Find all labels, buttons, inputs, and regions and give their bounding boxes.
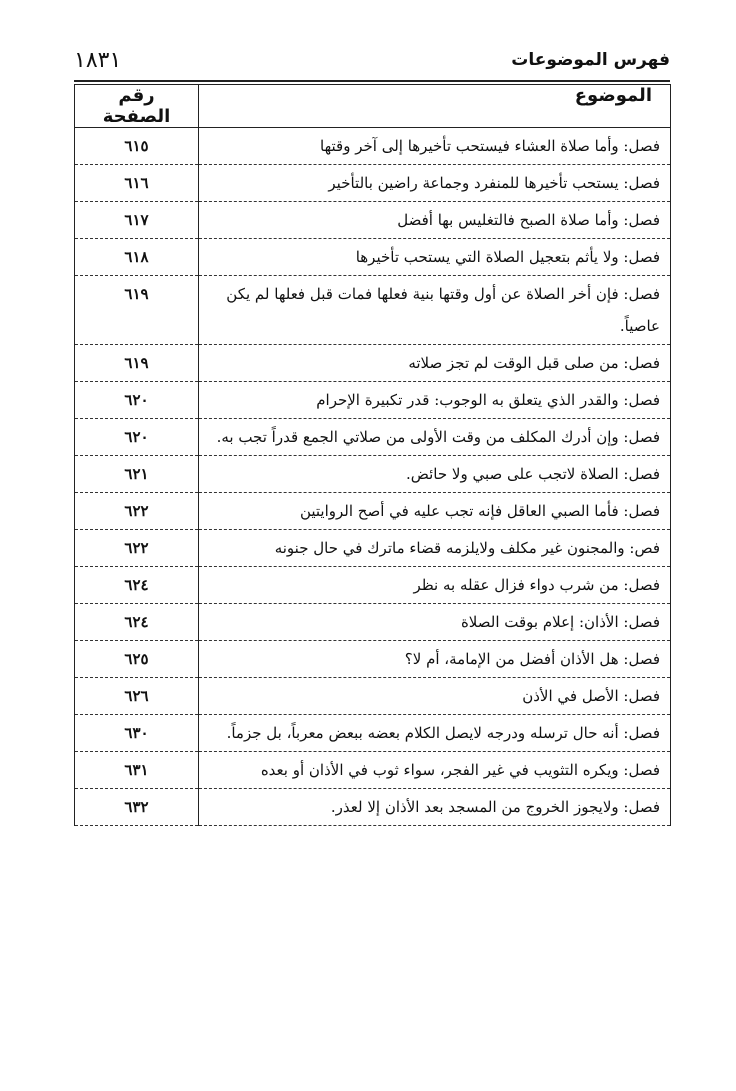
header-rule [74, 80, 670, 82]
table-row [75, 128, 671, 165]
topic-cell: فصل: وأما صلاة العشاء فيستحب تأخيرها إلى آخر وقتها [199, 128, 671, 165]
topic-cell: فصل: الأذان: إعلام بوقت الصلاة [199, 604, 671, 641]
topic-cell: فصل: والقدر الذي يتعلق به الوجوب: قدر تكبيرة الإحرام [199, 382, 671, 419]
page-cell: ٦٢٤ [75, 604, 199, 641]
table-row [75, 165, 671, 202]
page-cell: ٦١٥ [75, 128, 199, 165]
table-row [75, 678, 671, 715]
topic-column-header: الموضوع [199, 85, 671, 128]
page-cell: ٦٢٢ [75, 493, 199, 530]
topic-cell: فصل: من صلى قبل الوقت لم تجز صلاته [199, 345, 671, 382]
toc-header-row [75, 85, 671, 128]
toc-table [74, 84, 671, 826]
page-cell: ٦٢١ [75, 456, 199, 493]
page-cell: ٦١٨ [75, 239, 199, 276]
topic-cell: فصل: فإن أخر الصلاة عن أول وقتها بنية فعلها فمات قبل فعلها لم يكن عاصياً. [199, 276, 671, 345]
topic-cell: فصل: ولايجوز الخروج من المسجد بعد الأذان إلا لعذر. [199, 789, 671, 826]
page-cell: ٦٣١ [75, 752, 199, 789]
page-cell: ٦٢٠ [75, 382, 199, 419]
page-cell: ٦٢٥ [75, 641, 199, 678]
page-cell: ٦٢٦ [75, 678, 199, 715]
table-row [75, 419, 671, 456]
table-row [75, 641, 671, 678]
topic-cell: فصل: ويكره التثويب في غير الفجر، سواء ثوب في الأذان أو بعده [199, 752, 671, 789]
page-cell: ٦١٦ [75, 165, 199, 202]
page-header [74, 40, 670, 80]
topic-cell: فصل: الصلاة لاتجب على صبي ولا حائض. [199, 456, 671, 493]
topic-cell: فصل: هل الأذان أفضل من الإمامة، أم لا؟ [199, 641, 671, 678]
table-row [75, 456, 671, 493]
table-row [75, 567, 671, 604]
table-row [75, 345, 671, 382]
table-row [75, 239, 671, 276]
page-cell: ٦١٩ [75, 276, 199, 345]
page-cell: ٦٣٠ [75, 715, 199, 752]
table-row [75, 530, 671, 567]
toc-body [75, 128, 671, 826]
topic-cell: فصل: وإن أدرك المكلف من وقت الأولى من صلاتي الجمع قدراً تجب به. [199, 419, 671, 456]
topic-cell: فصل: وأما صلاة الصبح فالتغليس بها أفضل [199, 202, 671, 239]
topic-cell: فصل: من شرب دواء فزال عقله به نظر [199, 567, 671, 604]
topic-cell: فصل: يستحب تأخيرها للمنفرد وجماعة راضين بالتأخير [199, 165, 671, 202]
page-column-header: رقم الصفحة [75, 85, 199, 128]
page-number: ١٨٣١ [74, 47, 122, 73]
header-title: فهرس الموضوعات [511, 50, 670, 70]
topic-cell: فصل: فأما الصبي العاقل فإنه تجب عليه في أصح الروايتين [199, 493, 671, 530]
table-row [75, 382, 671, 419]
page-cell: ٦٢٠ [75, 419, 199, 456]
table-row [75, 202, 671, 239]
page-cell: ٦٣٢ [75, 789, 199, 826]
topic-cell: فصل: ولا يأثم بتعجيل الصلاة التي يستحب تأخيرها [199, 239, 671, 276]
topic-cell: فصل: الأصل في الأذن [199, 678, 671, 715]
page-cell: ٦١٩ [75, 345, 199, 382]
page-cell: ٦٢٤ [75, 567, 199, 604]
table-row [75, 752, 671, 789]
table-row [75, 715, 671, 752]
table-row [75, 604, 671, 641]
table-row [75, 276, 671, 345]
table-row [75, 789, 671, 826]
topic-cell: فص: والمجنون غير مكلف ولايلزمه قضاء ماترك في حال جنونه [199, 530, 671, 567]
topic-cell: فصل: أنه حال ترسله ودرجه لايصل الكلام بعضه ببعض معرباً، بل جزماً. [199, 715, 671, 752]
table-row [75, 493, 671, 530]
page-cell: ٦١٧ [75, 202, 199, 239]
page-cell: ٦٢٢ [75, 530, 199, 567]
